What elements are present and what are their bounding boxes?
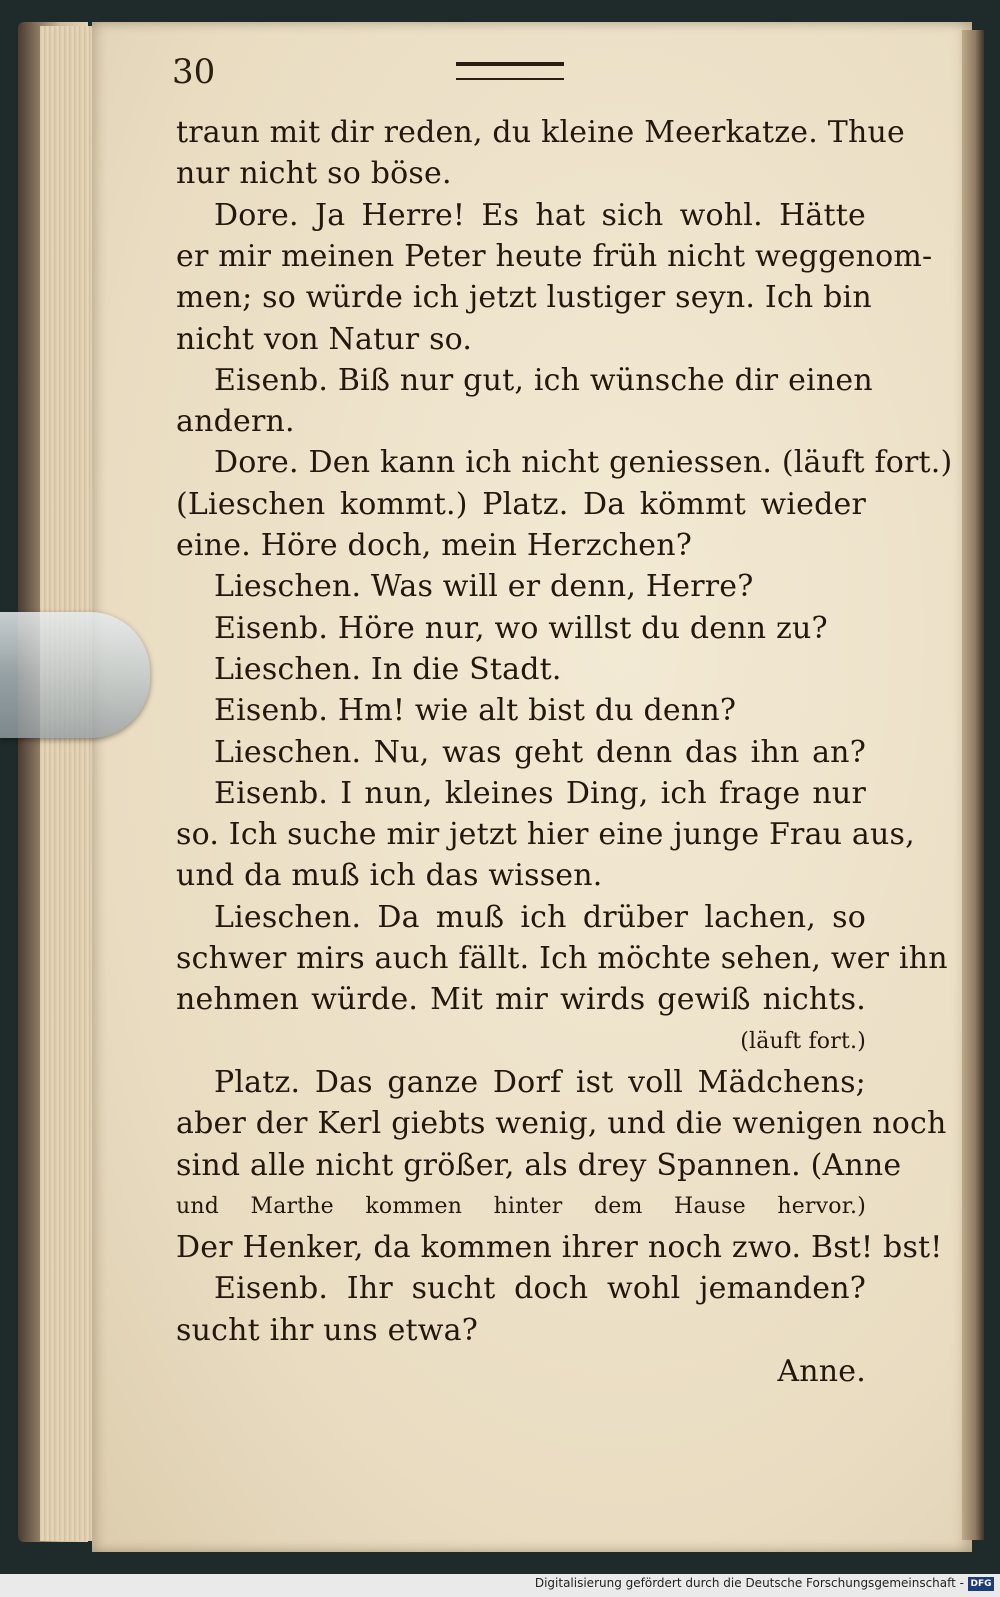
text-line: (läuft fort.) [740, 1028, 866, 1054]
header-rule [456, 62, 564, 80]
page-right-edge [962, 30, 984, 1540]
text-line: Eisenb. I nun, kleines Ding, ich frage nur [214, 775, 866, 811]
text-line: traun mit dir reden, du kleine Meerkatze. Thue [176, 115, 905, 150]
text-line: Lieschen. Nu, was geht denn das ihn an? [214, 734, 866, 770]
text-line: nehmen würde. Mit mir wirds gewiß nichts. [176, 982, 866, 1018]
text-line: und Marthe kommen hinter dem Hause hervor.) [176, 1193, 866, 1219]
page-number: 30 [172, 52, 216, 92]
text-line: Dore. Den kann ich nicht geniessen. (läuft fort.) [214, 445, 953, 481]
text-line: Lieschen. Was will er denn, Herre? [214, 569, 754, 605]
text-line: men; so würde ich jetzt lustiger seyn. Ich bin [176, 280, 872, 316]
text-line: Eisenb. Ihr sucht doch wohl jemanden? [214, 1271, 866, 1307]
text-line: er mir meinen Peter heute früh nicht weggenom- [176, 238, 933, 274]
page-clip [0, 612, 150, 738]
dfg-logo-badge: DFG [968, 1577, 994, 1591]
text-line: Anne. [777, 1354, 866, 1389]
text-line: Eisenb. Biß nur gut, ich wünsche dir einen [214, 362, 873, 398]
text-line: andern. [176, 404, 295, 440]
text-line: aber der Kerl giebts wenig, und die wenigen noch [176, 1106, 947, 1142]
text-line: schwer mirs auch fällt. Ich möchte sehen, wer ihn [176, 941, 948, 976]
text-line: (Lieschen kommt.) Platz. Da kömmt wieder [176, 486, 866, 522]
page-stack-edge [40, 26, 100, 1541]
text-line: sind alle nicht größer, als drey Spannen. (Anne [176, 1147, 902, 1183]
text-line: so. Ich suche mir jetzt hier eine junge Frau aus, [176, 817, 915, 853]
text-line: Lieschen. In die Stadt. [214, 651, 562, 687]
text-line: Der Henker, da kommen ihrer noch zwo. Bst! bst! [176, 1230, 943, 1266]
footer-credit: Digitalisierung gefördert durch die Deutsche Forschungsgemeinschaft - [534, 1576, 964, 1590]
text-line: Platz. Das ganze Dorf ist voll Mädchens; [214, 1064, 866, 1100]
text-line: nur nicht so böse. [176, 156, 452, 192]
text-line: und da muß ich das wissen. [176, 858, 603, 894]
text-line: Eisenb. Hm! wie alt bist du denn? [214, 693, 737, 729]
text-line: sucht ihr uns etwa? [176, 1312, 479, 1348]
text-line: eine. Höre doch, mein Herzchen? [176, 528, 693, 563]
text-line: Dore. Ja Herre! Es hat sich wohl. Hätte [214, 197, 866, 233]
text-line: nicht von Natur so. [176, 321, 473, 357]
text-line: Eisenb. Höre nur, wo willst du denn zu? [214, 610, 828, 646]
text-line: Lieschen. Da muß ich drüber lachen, so [214, 899, 866, 935]
